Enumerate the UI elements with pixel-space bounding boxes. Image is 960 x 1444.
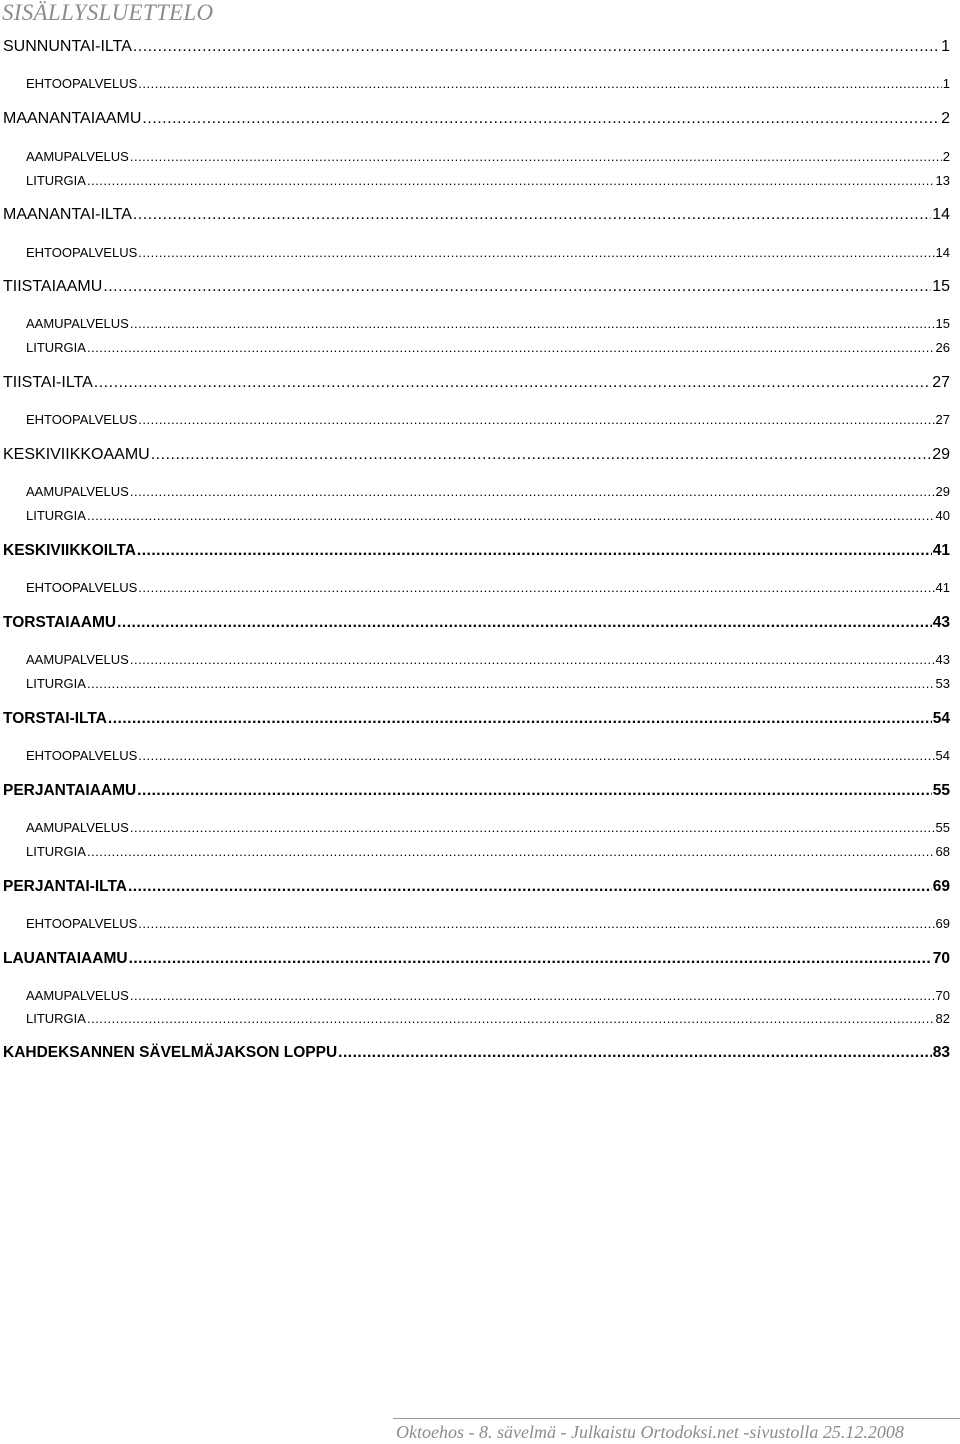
toc-entry-subsection[interactable]	[26, 506, 950, 526]
toc-entry-page-number: 2	[942, 149, 950, 164]
toc-entry-page-number: 55	[935, 820, 950, 835]
toc-entry-subsection[interactable]	[26, 914, 950, 934]
toc-entry-label: EHTOOPALVELUS	[26, 580, 138, 595]
toc-entry-page-number: 14	[932, 206, 950, 223]
toc-leader-dots	[137, 780, 932, 802]
toc-entry-section[interactable]	[3, 276, 950, 298]
toc-entry-label: AAMUPALVELUS	[26, 988, 129, 1003]
toc-leader-dots	[130, 818, 935, 838]
footer-divider	[393, 1418, 960, 1419]
toc-entry-label: AAMUPALVELUS	[26, 820, 129, 835]
toc-entry-page-number: 40	[935, 508, 950, 523]
toc-entry-label: TORSTAIAAMU	[3, 614, 117, 631]
toc-entry-label: KAHDEKSANNEN SÄVELMÄJAKSON LOPPU	[3, 1044, 338, 1061]
toc-entry-label: KESKIVIIKKOILTA	[3, 542, 136, 559]
toc-entry-label: TIISTAI-ILTA	[3, 374, 93, 391]
toc-entry-label: LITURGIA	[26, 844, 86, 859]
page-footer: Oktoehos - 8. sävelmä - Julkaistu Ortodoksi.net -sivustolla 25.12.2008	[396, 1422, 904, 1442]
toc-entry-page-number: 13	[935, 173, 950, 188]
document-title: SISÄLLYSLUETTELO	[2, 0, 214, 25]
toc-entry-page-number: 26	[935, 340, 950, 355]
toc-entry-subsection[interactable]	[26, 650, 950, 670]
toc-entry-label: MAANANTAIAAMU	[3, 110, 142, 127]
toc-entry-subsection[interactable]	[26, 314, 950, 334]
toc-entry-page-number: 54	[932, 710, 950, 727]
toc-entry-page-number: 41	[935, 580, 950, 595]
toc-entry-label: AAMUPALVELUS	[26, 149, 129, 164]
toc-leader-dots	[87, 171, 935, 191]
toc-leader-dots	[87, 1009, 935, 1029]
toc-entry-label: LITURGIA	[26, 1011, 86, 1026]
toc-leader-dots	[130, 147, 942, 167]
toc-entry-label: MAANANTAI-ILTA	[3, 206, 132, 223]
toc-entry-subsection[interactable]	[26, 147, 950, 167]
toc-leader-dots	[138, 74, 942, 94]
toc-entry-section[interactable]	[3, 540, 950, 562]
toc-entry-page-number: 1	[941, 38, 950, 55]
toc-entry-page-number: 83	[932, 1044, 950, 1061]
toc-leader-dots	[103, 276, 931, 298]
toc-entry-page-number: 27	[935, 412, 950, 427]
toc-entry-page-number: 1	[942, 76, 950, 91]
toc-entry-subsection[interactable]	[26, 842, 950, 862]
toc-entry-section[interactable]	[3, 948, 950, 970]
toc-entry-subsection[interactable]	[26, 746, 950, 766]
toc-entry-subsection[interactable]	[26, 243, 950, 263]
toc-leader-dots	[133, 204, 931, 226]
toc-entry-section[interactable]	[3, 612, 950, 634]
toc-leader-dots	[138, 746, 934, 766]
toc-entry-label: PERJANTAI-ILTA	[3, 878, 127, 895]
toc-entry-section[interactable]	[3, 372, 950, 394]
toc-entry-page-number: 82	[935, 1011, 950, 1026]
toc-entry-subsection[interactable]	[26, 674, 950, 694]
toc-entry-page-number: 53	[935, 676, 950, 691]
toc-leader-dots	[117, 612, 932, 634]
toc-entry-label: LITURGIA	[26, 340, 86, 355]
toc-entry-label: SUNNUNTAI-ILTA	[3, 38, 132, 55]
toc-entry-section[interactable]	[3, 444, 950, 466]
toc-entry-page-number: 29	[935, 484, 950, 499]
toc-entry-label: TORSTAI-ILTA	[3, 710, 107, 727]
toc-entry-section[interactable]	[3, 708, 950, 730]
toc-entry-page-number: 15	[932, 278, 950, 295]
toc-leader-dots	[138, 914, 934, 934]
toc-entry-label: TIISTAIAAMU	[3, 278, 103, 295]
toc-leader-dots	[94, 372, 931, 394]
toc-entry-page-number: 27	[932, 374, 950, 391]
toc-entry-page-number: 2	[941, 110, 950, 127]
toc-leader-dots	[130, 314, 935, 334]
toc-entry-subsection[interactable]	[26, 482, 950, 502]
toc-entry-subsection[interactable]	[26, 410, 950, 430]
toc-entry-label: EHTOOPALVELUS	[26, 76, 138, 91]
toc-entry-page-number: 70	[932, 950, 950, 967]
toc-entry-subsection[interactable]	[26, 74, 950, 94]
toc-entry-section[interactable]	[3, 108, 950, 130]
toc-entry-section[interactable]	[3, 876, 950, 898]
toc-entry-label: AAMUPALVELUS	[26, 316, 129, 331]
toc-entry-page-number: 15	[935, 316, 950, 331]
toc-leader-dots	[87, 506, 935, 526]
toc-entry-label: PERJANTAIAAMU	[3, 782, 137, 799]
toc-leader-dots	[129, 948, 932, 970]
toc-entry-page-number: 69	[932, 878, 950, 895]
toc-entry-label: KESKIVIIKKOAAMU	[3, 446, 150, 463]
toc-entry-section[interactable]	[3, 1042, 950, 1064]
toc-entry-page-number: 41	[932, 542, 950, 559]
toc-entry-page-number: 14	[935, 245, 950, 260]
toc-leader-dots	[151, 444, 931, 466]
toc-leader-dots	[142, 108, 940, 130]
toc-leader-dots	[130, 650, 935, 670]
toc-leader-dots	[138, 243, 934, 263]
toc-leader-dots	[130, 986, 935, 1006]
toc-entry-page-number: 43	[935, 652, 950, 667]
toc-entry-page-number: 29	[932, 446, 950, 463]
toc-entry-page-number: 68	[935, 844, 950, 859]
toc-leader-dots	[87, 338, 935, 358]
toc-entry-label: EHTOOPALVELUS	[26, 245, 138, 260]
toc-leader-dots	[130, 482, 935, 502]
toc-entry-section[interactable]	[3, 780, 950, 802]
toc-entry-label: EHTOOPALVELUS	[26, 916, 138, 931]
toc-entry-subsection[interactable]	[26, 338, 950, 358]
toc-entry-subsection[interactable]	[26, 1009, 950, 1029]
toc-leader-dots	[87, 674, 935, 694]
toc-entry-page-number: 55	[932, 782, 950, 799]
toc-leader-dots	[138, 578, 934, 598]
toc-entry-page-number: 69	[935, 916, 950, 931]
toc-leader-dots	[87, 842, 935, 862]
toc-entry-page-number: 54	[935, 748, 950, 763]
toc-leader-dots	[108, 708, 932, 730]
toc-entry-label: AAMUPALVELUS	[26, 484, 129, 499]
toc-entry-label: LITURGIA	[26, 676, 86, 691]
toc-entry-subsection[interactable]	[26, 986, 950, 1006]
toc-entry-subsection[interactable]	[26, 578, 950, 598]
toc-entry-section[interactable]	[3, 36, 950, 58]
toc-leader-dots	[338, 1042, 932, 1064]
toc-entry-label: LITURGIA	[26, 173, 86, 188]
toc-leader-dots	[137, 540, 932, 562]
toc-entry-page-number: 70	[935, 988, 950, 1003]
toc-leader-dots	[128, 876, 932, 898]
toc-entry-subsection[interactable]	[26, 171, 950, 191]
toc-leader-dots	[133, 36, 940, 58]
toc-entry-page-number: 43	[932, 614, 950, 631]
toc-entry-subsection[interactable]	[26, 818, 950, 838]
toc-entry-label: EHTOOPALVELUS	[26, 412, 138, 427]
toc-entry-label: LITURGIA	[26, 508, 86, 523]
toc-entry-label: LAUANTAIAAMU	[3, 950, 128, 967]
toc-entry-section[interactable]	[3, 204, 950, 226]
toc-entry-label: EHTOOPALVELUS	[26, 748, 138, 763]
toc-leader-dots	[138, 410, 934, 430]
toc-entry-label: AAMUPALVELUS	[26, 652, 129, 667]
